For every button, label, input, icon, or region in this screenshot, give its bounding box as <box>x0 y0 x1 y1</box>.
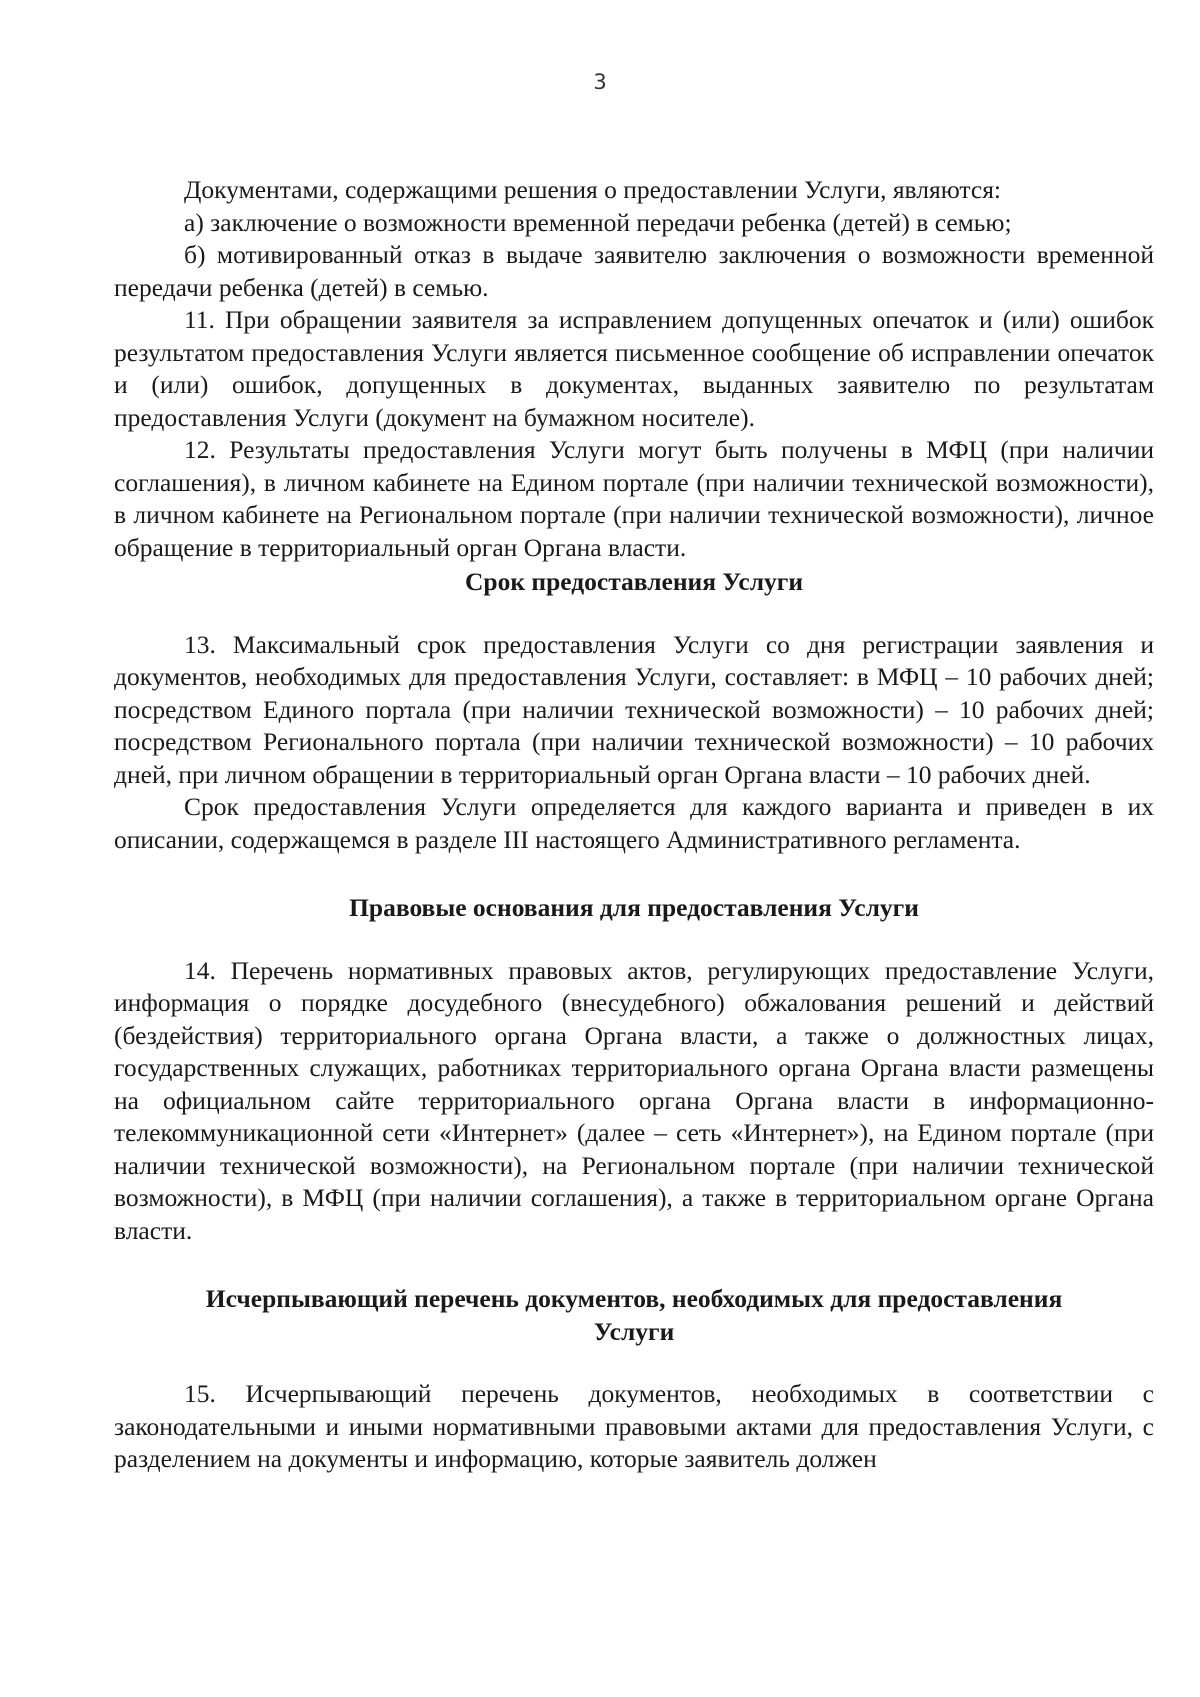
paragraph-13: 13. Максимальный срок предоставления Услуги со дня регистрации заявления и документов, необходимых для предоставления Услуги, составляет: в МФЦ – 10 рабочих дней; посредством Единого портала (при наличии технической возможности) – 10 рабочих дней; посредством Регионального портала (при наличии технической возможности) – 10 рабочих дней, при личном обращении в территориальный орган Органа власти – 10 рабочих дней. <box>114 629 1154 789</box>
heading-documents-list-line2: Услуги <box>593 1316 675 1346</box>
paragraph-14: 14. Перечень нормативных правовых актов, регулирующих предоставление Услуги, информация о порядке досудебного (внесудебного) обжалования решений и действий (бездействия) территориального органа Органа власти, а также о должностных лицах, государственных служащих, работниках территориального органа Органа власти размещены на официальном сайте территориального органа Органа власти в информационно-телекоммуникационной сети «Интернет» (далее – сеть «Интернет»), на Едином портале (при наличии технической возможности), на Региональном портале (при наличии технической возможности), в МФЦ (при наличии соглашения), а также в территориальном органе Органа власти. <box>114 955 1154 1245</box>
heading-service-term: Срок предоставления Услуги <box>464 567 804 596</box>
paragraph-term-variants: Срок предоставления Услуги определяется для каждого варианта и приведен в их описании, содержащемся в разделе III настоящего Административного регламента. <box>114 792 1154 854</box>
page-number: 3 <box>593 70 607 94</box>
paragraph-item-a: а) заключение о возможности временной передачи ребенка (детей) в семью; <box>184 207 1012 237</box>
paragraph-item-b: б) мотивированный отказ в выдаче заявителю заключения о возможности временной передачи ребенка (детей) в семью. <box>114 240 1154 302</box>
paragraph-11: 11. При обращении заявителя за исправлением допущенных опечаток и (или) ошибок результатом предоставления Услуги является письменное сообщение об исправлении опечаток и (или) ошибок, допущенных в документах, выданных заявителю по результатам предоставления Услуги (документ на бумажном носителе). <box>114 305 1154 432</box>
paragraph-12: 12. Результаты предоставления Услуги могут быть получены в МФЦ (при наличии соглашения), в личном кабинете на Едином портале (при наличии технической возможности), в личном кабинете на Региональном портале (при наличии технической возможности), личное обращение в территориальный орган Органа власти. <box>114 435 1154 562</box>
heading-documents-list-line1: Исчерпывающий перечень документов, необходимых для предоставления <box>205 1284 1063 1313</box>
paragraph-documents-intro: Документами, содержащими решения о предоставлении Услуги, являются: <box>184 175 1002 204</box>
document-body <box>114 174 1154 1476</box>
heading-legal-basis: Правовые основания для предоставления Услуги <box>349 893 919 922</box>
paragraph-15: 15. Исчерпывающий перечень документов, необходимых в соответствии с законодательными и иными нормативными правовыми актами для предоставления Услуги, с разделением на документы и информацию, которые заявитель должен <box>114 1379 1154 1473</box>
